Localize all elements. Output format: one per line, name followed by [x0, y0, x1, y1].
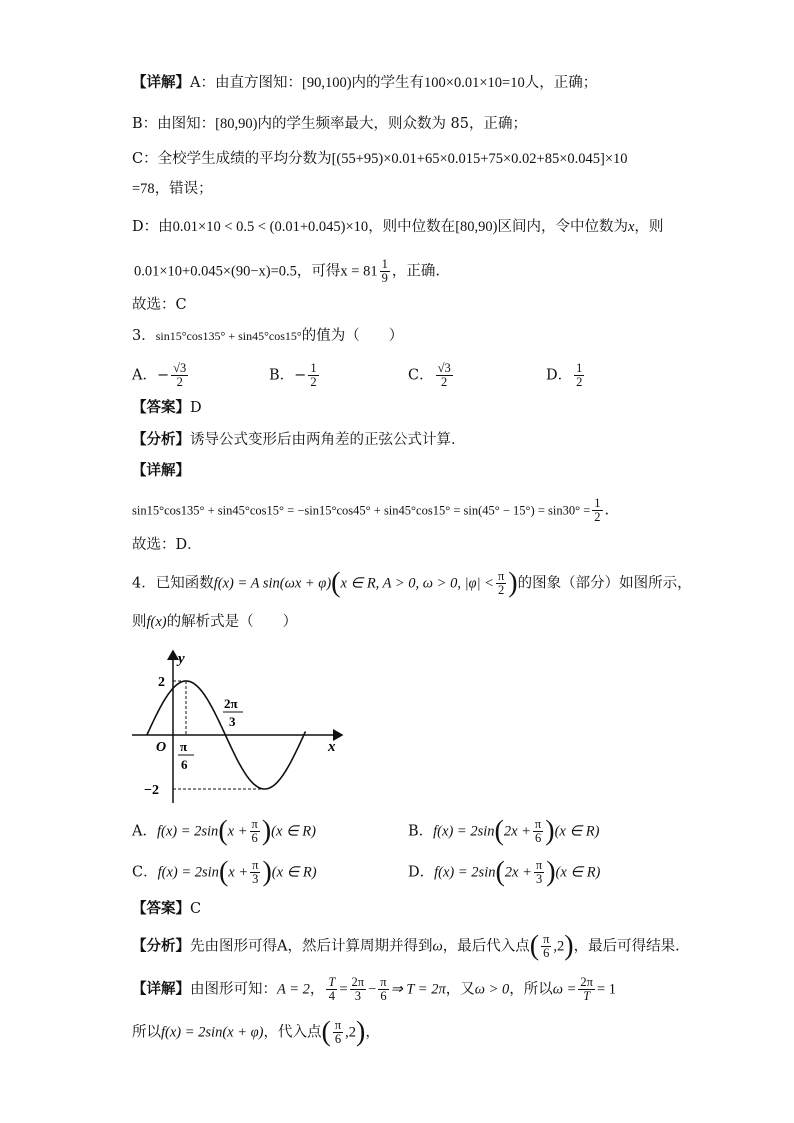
fraction: [592, 497, 602, 524]
denominator: 3: [252, 872, 259, 886]
option-label: A．: [132, 823, 157, 840]
text: 内的学生频率最大，则众数为 85，正确；: [257, 116, 528, 132]
formula: ⇒ T = 2π: [390, 981, 446, 998]
x-label: x: [328, 739, 336, 755]
q3-analysis: [132, 430, 466, 450]
denominator: 6: [543, 946, 550, 960]
condition: x ∈ R, A > 0, ω > 0, |φ| <: [340, 575, 494, 592]
option-c[interactable]: [408, 362, 546, 389]
formula: sin15°cos135° + sin45°cos15°: [155, 329, 302, 343]
text: 人，正确；: [524, 75, 598, 91]
numerator: π: [535, 858, 543, 872]
numerator: π: [252, 858, 259, 872]
sign: −: [156, 367, 170, 384]
solution-line-d2: [134, 258, 440, 285]
answer-tag: 【答案】: [132, 399, 190, 416]
formula: f(x) = A sin(ωx + φ): [213, 575, 332, 592]
numerator: π: [251, 817, 258, 831]
denominator: 3: [535, 872, 543, 886]
formula: f(x) = 2sin: [156, 823, 219, 840]
formula: [(55+95)×0.01+65×0.015+75×0.02+85×0.045]×10: [331, 151, 628, 167]
option-b[interactable]: [408, 815, 600, 847]
text: 4．已知函数: [132, 575, 214, 592]
paren: (: [218, 856, 229, 888]
text: D：由: [132, 219, 173, 235]
solution-line-d: [132, 217, 663, 237]
formula: =78: [132, 181, 155, 197]
formula: ω > 0: [474, 981, 510, 998]
text: .: [604, 502, 610, 519]
option-c[interactable]: [132, 856, 408, 888]
paren: (: [494, 815, 504, 847]
min-label: −2: [144, 783, 159, 798]
text: 则: [132, 614, 147, 630]
fraction: [436, 362, 453, 389]
option-d[interactable]: [408, 856, 601, 888]
option-label: B．: [408, 823, 434, 840]
text: 由图形可知：: [190, 981, 277, 998]
text: ，正确.: [391, 263, 440, 280]
answer-value: C: [190, 901, 202, 917]
formula: 0.01×10+0.045×(90−x)=0.5: [134, 263, 297, 280]
text: ，最后代入点: [442, 938, 530, 955]
analysis-tag: 【分析】: [132, 431, 190, 448]
text: 的值为（ ）: [301, 328, 404, 344]
eq: =: [339, 981, 348, 998]
paren: (: [495, 856, 505, 888]
question-3: [132, 326, 403, 346]
var: x: [627, 219, 635, 235]
domain: (x ∈ R): [555, 864, 601, 881]
q3-detail: [132, 461, 190, 481]
q-number: 3．: [132, 328, 156, 344]
text: ，代入点: [263, 1024, 322, 1041]
numerator: 1: [310, 361, 317, 375]
fraction: [378, 976, 388, 1003]
paren: ): [546, 856, 556, 888]
paren: ): [262, 856, 272, 888]
option-a[interactable]: [132, 362, 269, 389]
fraction: [541, 933, 551, 960]
text: ，: [365, 1024, 380, 1041]
solution-line-a: [132, 73, 597, 93]
question-4: [132, 567, 692, 599]
fraction: [250, 859, 260, 886]
answer-value: D: [190, 400, 202, 416]
paren: ): [508, 567, 518, 599]
option-label: A．: [132, 367, 157, 384]
fraction: [326, 976, 337, 1003]
fraction: [578, 976, 595, 1003]
detail-tag: 【详解】: [132, 980, 190, 998]
interval: [90,100): [301, 75, 352, 91]
formula: 100×0.01×10=10: [424, 75, 525, 91]
numerator: π: [334, 1018, 342, 1032]
numerator: π: [534, 817, 542, 831]
text: 内的学生有: [351, 75, 425, 91]
numerator: π: [497, 569, 505, 583]
denominator: 6: [251, 831, 258, 845]
option-label: B．: [269, 367, 295, 384]
question-4-line2: [132, 612, 297, 632]
option-label: C．: [408, 367, 434, 384]
fraction: [171, 362, 188, 389]
denominator: 9: [381, 271, 388, 285]
point: ,2: [345, 1024, 356, 1041]
q3-answer: [132, 398, 202, 418]
formula: f(x): [146, 614, 167, 630]
formula: x = 81: [340, 263, 378, 280]
tp-den: 3: [229, 714, 236, 729]
paren: ): [356, 1016, 366, 1048]
interval: [80,90): [215, 116, 258, 132]
answer-tag: 【答案】: [132, 900, 190, 917]
numerator: T: [328, 975, 336, 989]
formula: 0.01×10 < 0.5 < (0.01+0.045)×10: [172, 219, 369, 235]
formula: f(x) = 2sin: [434, 864, 496, 881]
denominator: 2: [176, 375, 183, 389]
denominator: 2: [594, 510, 601, 524]
formula: f(x) = 2sin: [433, 823, 495, 840]
fraction: [380, 258, 390, 285]
text: ，则: [634, 219, 664, 235]
fraction: [574, 362, 584, 389]
text: 所以: [132, 1024, 161, 1041]
denominator: 2: [310, 375, 317, 389]
option-a[interactable]: [132, 815, 408, 847]
q4-last: [132, 1016, 380, 1048]
text: C：全校学生成绩的平均分数为: [132, 151, 332, 167]
fraction: [333, 1019, 343, 1046]
denominator: 3: [354, 989, 361, 1003]
minus: −: [368, 981, 377, 998]
q4-detail: [132, 976, 616, 1003]
domain: (x ∈ R): [271, 823, 316, 840]
pi6-den: 6: [181, 757, 188, 772]
sine-graph: [130, 645, 350, 805]
option-b[interactable]: [269, 362, 408, 389]
denominator: 6: [334, 1032, 342, 1046]
y-label: y: [178, 651, 185, 667]
solution-line-c2: [132, 179, 213, 199]
formula: 2x +: [503, 823, 531, 840]
text: 的解析式是（ ）: [166, 614, 298, 630]
paren: (: [331, 567, 341, 599]
fraction: [350, 976, 367, 1003]
numerator: 2π: [580, 975, 593, 989]
formula: f(x) = 2sin: [157, 864, 219, 881]
denominator: 4: [328, 989, 335, 1003]
point: ,2: [553, 938, 565, 955]
paren: ): [564, 930, 574, 962]
formula: sin15°cos135° + sin45°cos15° = −sin15°cos45° + sin45°cos15° = sin(45° − 15°) = sin30° =: [132, 503, 591, 518]
q4-answer: [132, 899, 201, 919]
text: 诱导公式变形后由两角差的正弦公式计算．: [190, 432, 466, 448]
fraction: [496, 570, 506, 597]
select-d: 故选：D．: [132, 537, 202, 553]
solution-line-b: [132, 114, 527, 134]
analysis-tag: 【分析】: [132, 937, 190, 955]
select-c: 故选：C: [132, 297, 187, 313]
text: B：由图知：: [132, 116, 216, 132]
denominator: T: [583, 989, 591, 1003]
text: ，最后可得结果.: [573, 938, 680, 955]
fraction: [250, 818, 260, 845]
numerator: 2π: [351, 975, 365, 989]
denominator: 2: [576, 375, 583, 389]
numerator: π: [380, 975, 387, 989]
option-d[interactable]: [546, 362, 586, 389]
numerator: √3: [437, 361, 451, 375]
q3-calc: [132, 497, 609, 524]
text: ，: [309, 981, 325, 998]
denominator: 6: [380, 989, 387, 1003]
paren: (: [321, 1016, 331, 1048]
fraction: [533, 818, 543, 845]
text: ，所以: [509, 981, 553, 998]
detail-tag: 【详解】: [132, 462, 190, 479]
text: 区间内，令中位数为: [497, 219, 628, 235]
pi6-num: π: [180, 739, 188, 754]
formula: f(x) = 2sin(x + φ): [161, 1024, 264, 1041]
fraction: [308, 362, 318, 389]
domain: (x ∈ R): [271, 864, 317, 881]
formula: ω =: [552, 981, 577, 998]
omega: ω: [432, 938, 443, 955]
text: ，又: [445, 981, 475, 998]
text: ，错误；: [154, 181, 213, 197]
numerator: 1: [381, 257, 388, 271]
paren: (: [529, 930, 540, 962]
max-label: 2: [158, 675, 165, 690]
numerator: √3: [173, 361, 187, 375]
denominator: 6: [534, 831, 542, 845]
sign: −: [294, 367, 307, 384]
origin-label: O: [156, 740, 167, 755]
q4-options-row1: [132, 815, 692, 847]
paren: ): [261, 815, 272, 847]
numerator: π: [543, 932, 550, 946]
fraction: [534, 859, 544, 886]
option-label: D．: [546, 367, 573, 384]
formula: x +: [228, 864, 249, 881]
interval: [80,90): [455, 219, 498, 235]
paren: ): [545, 815, 555, 847]
denominator: 2: [441, 375, 448, 389]
domain: (x ∈ R): [554, 823, 600, 840]
tp-num: 2π: [224, 696, 238, 711]
numerator: 1: [594, 496, 601, 510]
detail-tag: 【详解】: [132, 74, 190, 91]
text: ，则中位数在: [368, 219, 456, 235]
text: ，可得: [296, 263, 341, 280]
option-label: C．: [132, 864, 158, 881]
numerator: 1: [576, 361, 583, 375]
q4-options-row2: [132, 856, 692, 888]
formula: x +: [227, 823, 248, 840]
option-label: D．: [408, 864, 435, 881]
q4-analysis: [132, 930, 680, 962]
text: 先由图形可得A，然后计算周期并得到: [190, 938, 433, 955]
q3-options: [132, 362, 732, 389]
formula: 2x +: [504, 864, 532, 881]
text: A：由直方图知：: [190, 75, 302, 91]
text: 的图象（部分）如图所示，: [517, 575, 692, 592]
denominator: 2: [498, 583, 505, 597]
paren: (: [218, 815, 228, 847]
formula: A = 2: [277, 981, 310, 998]
formula: = 1: [596, 981, 617, 998]
solution-line-c: [132, 149, 628, 169]
